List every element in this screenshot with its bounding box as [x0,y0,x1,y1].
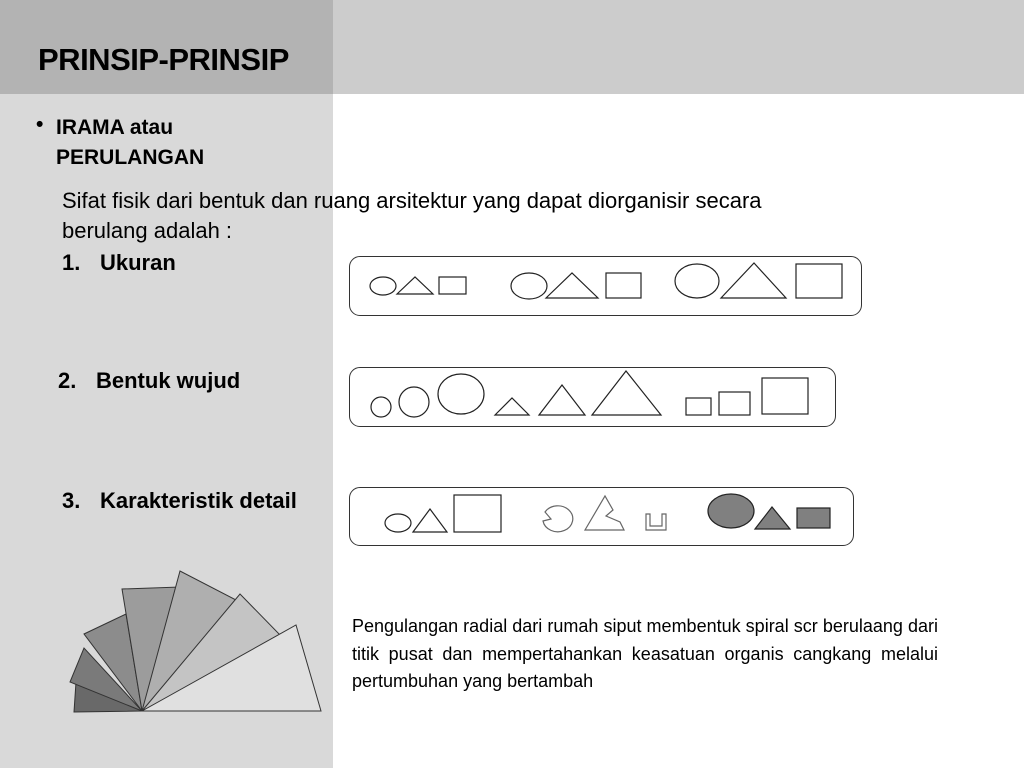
list-item-number: 1. [62,250,81,275]
detail-group-plain [385,495,501,532]
notched-square-shape [646,514,666,530]
triangle-shape [592,371,661,415]
square-shape [796,264,842,298]
triangle-shape [413,509,447,532]
description-line2: berulang adalah : [62,218,233,243]
square-shape [454,495,501,532]
bullet-heading-line1: IRAMA atau [56,116,174,139]
notched-triangle-shape [585,496,624,530]
bullet-heading-line2: PERULANGAN [56,146,205,169]
radial-spiral-illustration [60,565,340,725]
ellipse-shape [370,277,396,295]
list-item-number: 2. [58,368,77,393]
list-item-label: Bentuk wujud [96,368,241,393]
size-group-medium [511,273,641,299]
square-shape [686,398,711,415]
shape-group-squares [686,378,808,415]
list-item-label: Ukuran [100,250,176,275]
list-item-number: 3. [62,488,81,513]
triangle-shape [495,398,529,415]
triangle-shape [721,263,786,298]
square-shape [606,273,641,298]
ellipse-shape [675,264,719,298]
filled-ellipse-shape [708,494,754,528]
detail-group-cutout [543,496,666,532]
shape-group-triangles [495,371,661,415]
filled-triangle-shape [755,507,790,529]
filled-square-shape [797,508,830,528]
circle-shape [371,397,391,417]
bullet-marker: • [36,113,44,136]
triangle-shape [539,385,585,415]
square-shape [762,378,808,414]
circle-shape [438,374,484,414]
square-shape [439,277,466,294]
page-title: PRINSIP-PRINSIP [38,42,289,77]
caption-text: Pengulangan radial dari rumah siput membentuk spiral scr berulaang dari titik pusat dan mempertahankan keasatuan organis cangkang melalui pertumbuhan yang bertambah [352,616,938,691]
detail-group-filled [708,494,830,529]
ellipse-shape [511,273,547,299]
triangle-shape [397,277,433,294]
circle-shape [399,387,429,417]
list-item-label: Karakteristik detail [100,488,297,513]
size-group-small [370,277,466,295]
square-shape [719,392,750,415]
description-line1: Sifat fisik dari bentuk dan ruang arsitektur yang dapat diorganisir secara [62,188,762,213]
notched-circle-shape [543,506,573,532]
triangle-shape [546,273,598,298]
size-group-large [675,263,842,298]
shape-group-circles [371,374,484,417]
ellipse-shape [385,514,411,532]
